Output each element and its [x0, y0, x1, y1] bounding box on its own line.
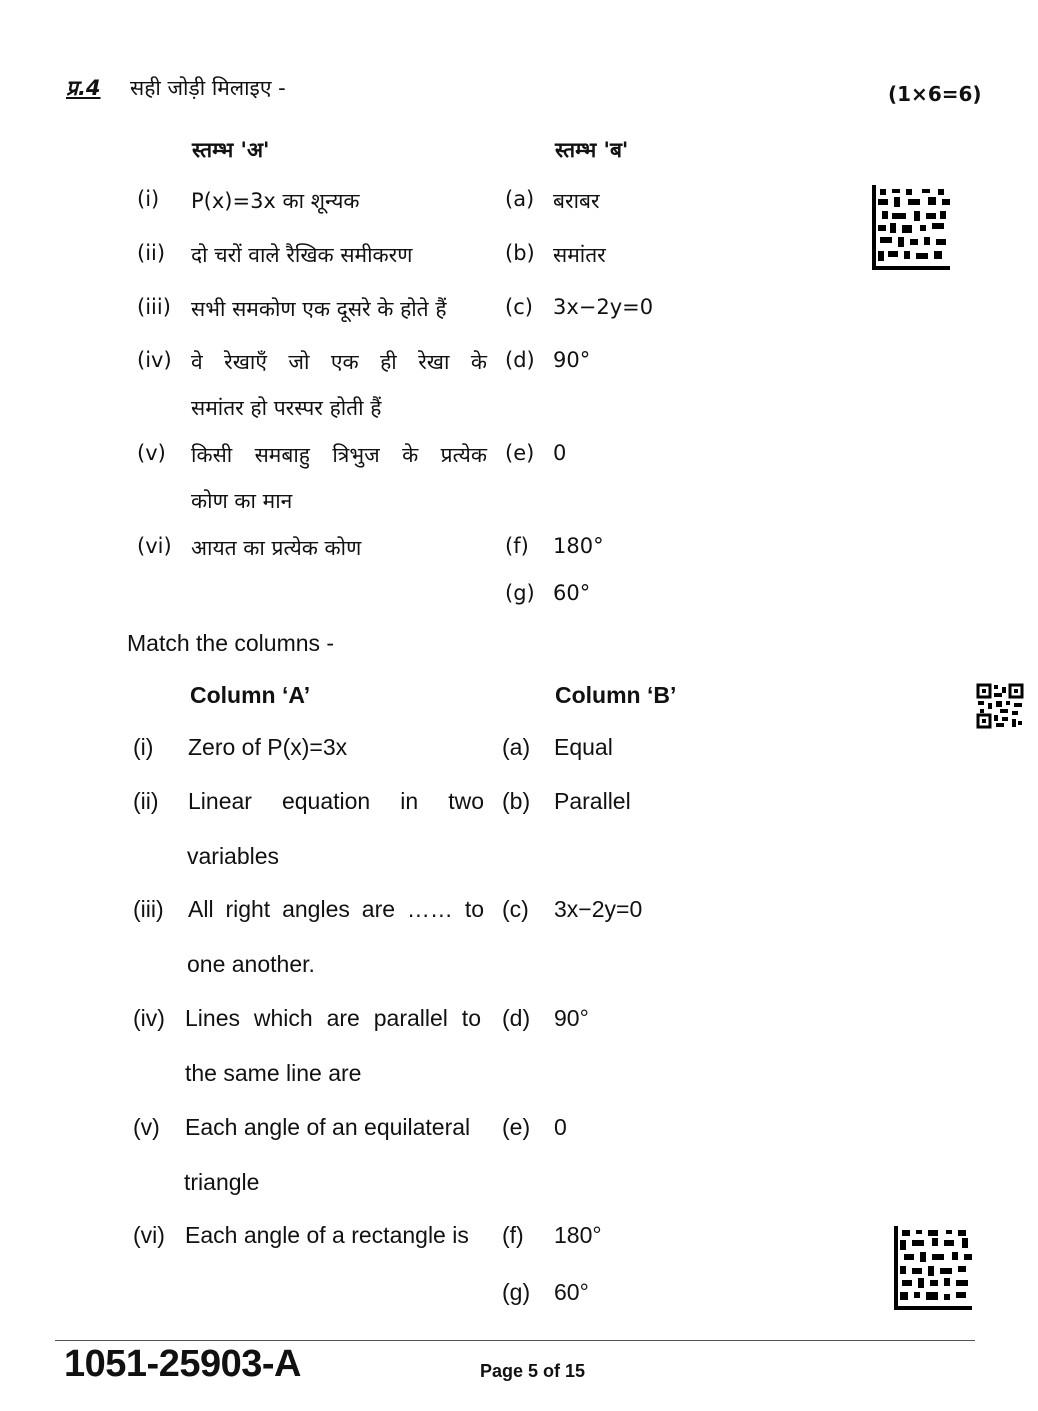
item-number: (vi): [137, 534, 172, 558]
page-number: Page 5 of 15: [480, 1361, 586, 1381]
datamatrix-code-bottom: [894, 1226, 972, 1310]
column-b-label: (e): [505, 441, 535, 465]
item-number: (iii): [137, 295, 171, 319]
hindi-column-a-header: स्तम्भ 'अ': [192, 138, 270, 162]
column-b-label: (d): [502, 1005, 531, 1031]
column-b-label: (g): [505, 581, 535, 605]
column-b-value: 90°: [554, 1005, 589, 1031]
column-b-value: Parallel: [554, 788, 631, 814]
column-a-continuation: the same line are: [185, 1060, 362, 1086]
qr-code: [976, 683, 1024, 729]
hindi-column-b-header: स्तम्भ 'ब': [555, 138, 629, 162]
column-b-label: (f): [505, 534, 529, 558]
column-a-text: सभी समकोण एक दूसरे के होते हैं: [191, 297, 447, 321]
column-a-text: दो चरों वाले रैखिक समीकरण: [191, 243, 413, 267]
column-a-text: आयत का प्रत्येक कोण: [191, 536, 362, 560]
column-a-text: वे रेखाएँ जो एक ही रेखा के: [191, 350, 487, 374]
column-b-value: 3x−2y=0: [554, 896, 643, 922]
column-a-continuation: variables: [187, 843, 280, 869]
paper-code: 1051-25903-A: [64, 1343, 301, 1385]
column-a-text: Each angle of a rectangle is: [185, 1222, 469, 1248]
item-number: (vi): [133, 1222, 165, 1248]
column-b-value: 3x−2y=0: [553, 295, 654, 319]
column-b-value: 60°: [553, 581, 591, 605]
column-b-label: (a): [502, 734, 531, 760]
column-a-text: Linear equation in two: [188, 788, 484, 814]
marks-allocation: (1×6=6): [888, 82, 982, 106]
column-a-text: All right angles are …… to: [188, 896, 484, 922]
column-b-label: (c): [502, 896, 529, 922]
column-a-text: किसी समबाहु त्रिभुज के प्रत्येक: [191, 443, 487, 467]
column-b-label: (e): [502, 1114, 531, 1140]
column-a-continuation: triangle: [184, 1169, 260, 1195]
column-a-continuation: समांतर हो परस्पर होती हैं: [191, 396, 382, 420]
item-number: (ii): [137, 241, 166, 265]
question-number: प्र.4: [66, 76, 101, 100]
column-b-value: 0: [554, 1114, 567, 1140]
column-b-label: (f): [502, 1222, 524, 1248]
item-number: (iii): [133, 896, 164, 922]
column-a-text: Lines which are parallel to: [185, 1005, 481, 1031]
item-number: (ii): [133, 788, 159, 814]
column-b-label: (b): [505, 241, 535, 265]
column-a-continuation: one another.: [187, 951, 315, 977]
column-b-label: (c): [505, 295, 533, 319]
column-a-text: P(x)=3x का शून्यक: [191, 189, 360, 213]
english-column-b-header: Column ‘B’: [555, 682, 677, 708]
column-b-value: 0: [553, 441, 567, 465]
column-b-value: 90°: [553, 348, 591, 372]
item-number: (i): [133, 734, 154, 760]
column-b-value: समांतर: [553, 243, 606, 267]
column-b-value: 180°: [554, 1222, 602, 1248]
column-b-label: (d): [505, 348, 535, 372]
column-a-continuation: कोण का मान: [191, 489, 293, 513]
item-number: (iv): [137, 348, 172, 372]
item-number: (i): [137, 187, 160, 211]
column-b-value: 60°: [554, 1279, 589, 1305]
footer-divider: [55, 1340, 975, 1341]
item-number: (iv): [133, 1005, 165, 1031]
column-b-label: (g): [502, 1279, 531, 1305]
column-a-text: Each angle of an equilateral: [185, 1114, 471, 1140]
item-number: (v): [137, 441, 166, 465]
english-column-a-header: Column ‘A’: [190, 682, 311, 708]
column-a-text: Zero of P(x)=3x: [188, 734, 348, 760]
column-b-label: (b): [502, 788, 531, 814]
column-b-value: Equal: [554, 734, 613, 760]
datamatrix-code-top: [872, 185, 950, 270]
english-instruction: Match the columns -: [127, 630, 335, 656]
column-b-value: 180°: [553, 534, 604, 558]
question-title: सही जोड़ी मिलाइए -: [130, 76, 286, 100]
column-b-label: (a): [505, 187, 535, 211]
item-number: (v): [133, 1114, 160, 1140]
column-b-value: बराबर: [553, 189, 600, 213]
